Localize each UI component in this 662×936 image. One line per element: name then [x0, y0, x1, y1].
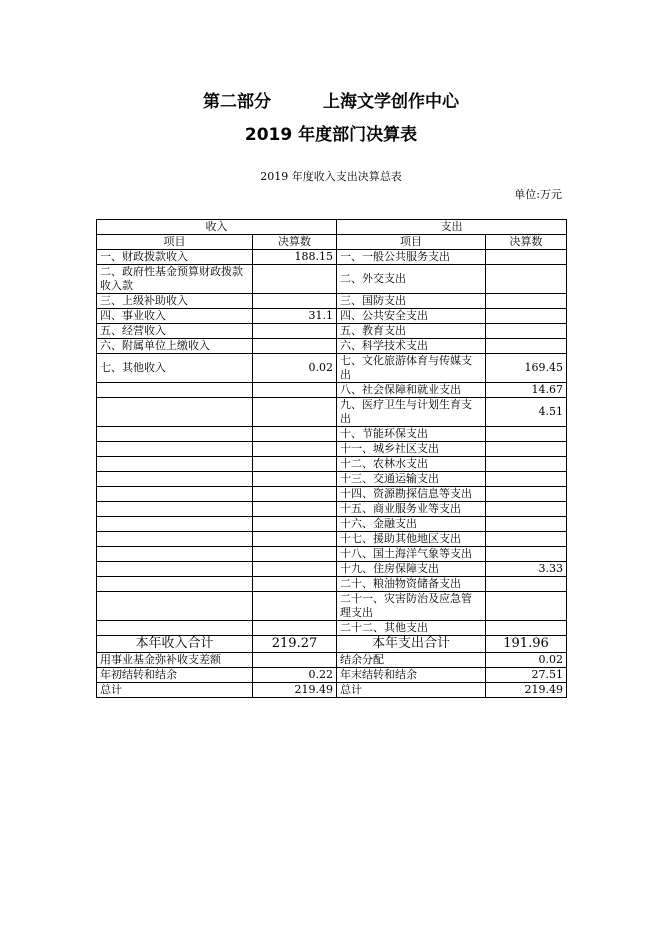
- table-row: [97, 442, 567, 457]
- table-title: 2019 年度收入支出决算总表: [260, 170, 402, 183]
- income-amount-cell: 0.02: [253, 354, 337, 383]
- table-row: [97, 398, 567, 427]
- income-amount-cell: [253, 562, 337, 577]
- expense-item-cell: 十六、金融支出: [337, 517, 486, 532]
- income-amount-cell: [253, 324, 337, 339]
- table-row: [97, 427, 567, 442]
- expense-amount-cell: [486, 427, 567, 442]
- expense-amount-header: 决算数: [486, 235, 567, 250]
- table-row: [97, 265, 567, 294]
- income-amount-cell: [253, 442, 337, 457]
- expense-amount-cell: 169.45: [486, 354, 567, 383]
- expense-item-cell: 五、教育支出: [337, 324, 486, 339]
- income-item-cell: [97, 487, 253, 502]
- income-amount-cell: [253, 294, 337, 309]
- table-row: [97, 621, 567, 636]
- income-amount-cell: 0.22: [253, 668, 337, 683]
- income-item-header: 项目: [97, 235, 253, 250]
- income-item-cell: 用事业基金弥补收支差额: [97, 653, 253, 668]
- income-item-cell: [97, 398, 253, 427]
- table-row: [97, 502, 567, 517]
- table-row: [97, 577, 567, 592]
- table-row: [97, 294, 567, 309]
- section-part-label: 第二部分: [203, 92, 271, 112]
- expense-total-label: 本年支出合计: [337, 636, 486, 653]
- table-row: [97, 250, 567, 265]
- expense-item-header: 项目: [337, 235, 486, 250]
- income-amount-cell: [253, 487, 337, 502]
- expense-amount-cell: [486, 547, 567, 562]
- expense-amount-cell: [486, 339, 567, 354]
- table-row: [97, 532, 567, 547]
- income-item-cell: [97, 457, 253, 472]
- expense-item-cell: 六、科学技术支出: [337, 339, 486, 354]
- table-group-header-row: [97, 220, 567, 235]
- table-row: [97, 309, 567, 324]
- totals-row: [97, 636, 567, 653]
- expense-item-cell: 一、一般公共服务支出: [337, 250, 486, 265]
- income-amount-cell: 31.1: [253, 309, 337, 324]
- income-item-cell: 七、其他收入: [97, 354, 253, 383]
- table-row: [97, 383, 567, 398]
- expense-group-header: 支出: [337, 220, 567, 235]
- expense-item-cell: 十四、资源勘探信息等支出: [337, 487, 486, 502]
- expense-amount-cell: 4.51: [486, 398, 567, 427]
- income-amount-cell: [253, 592, 337, 621]
- income-amount-cell: [253, 621, 337, 636]
- expense-amount-cell: [486, 592, 567, 621]
- table-row: [97, 592, 567, 621]
- income-item-cell: 三、上级补助收入: [97, 294, 253, 309]
- expense-amount-cell: 27.51: [486, 668, 567, 683]
- budget-table-body: [97, 220, 567, 698]
- expense-item-cell: 年末结转和结余: [337, 668, 486, 683]
- income-amount-cell: 188.15: [253, 250, 337, 265]
- expense-amount-cell: [486, 502, 567, 517]
- income-item-cell: [97, 427, 253, 442]
- expense-amount-cell: [486, 265, 567, 294]
- expense-item-cell: 十、节能环保支出: [337, 427, 486, 442]
- expense-item-cell: 三、国防支出: [337, 294, 486, 309]
- expense-amount-cell: 3.33: [486, 562, 567, 577]
- organization-name: 上海文学创作中心: [323, 92, 459, 112]
- expense-total-value: 191.96: [486, 636, 567, 653]
- table-row: [97, 487, 567, 502]
- income-group-header: 收入: [97, 220, 337, 235]
- expense-item-cell: 结余分配: [337, 653, 486, 668]
- expense-item-cell: 十九、住房保障支出: [337, 562, 486, 577]
- expense-amount-cell: [486, 324, 567, 339]
- income-item-cell: 五、经营收入: [97, 324, 253, 339]
- income-total-label: 本年收入合计: [97, 636, 253, 653]
- footer-row: [97, 653, 567, 668]
- income-item-cell: 总计: [97, 683, 253, 698]
- expense-item-cell: 八、社会保障和就业支出: [337, 383, 486, 398]
- expense-item-cell: 总计: [337, 683, 486, 698]
- expense-item-cell: 十一、城乡社区支出: [337, 442, 486, 457]
- income-item-cell: 一、财政拨款收入: [97, 250, 253, 265]
- income-item-cell: 年初结转和结余: [97, 668, 253, 683]
- income-amount-cell: [253, 457, 337, 472]
- expense-item-cell: 二十二、其他支出: [337, 621, 486, 636]
- expense-amount-cell: 0.02: [486, 653, 567, 668]
- page-heading: [0, 87, 662, 112]
- expense-item-cell: 二十一、灾害防治及应急管理支出: [337, 592, 486, 621]
- income-amount-cell: [253, 472, 337, 487]
- expense-amount-cell: [486, 309, 567, 324]
- expense-amount-cell: [486, 294, 567, 309]
- income-amount-cell: [253, 502, 337, 517]
- table-row: [97, 457, 567, 472]
- expense-amount-cell: [486, 442, 567, 457]
- expense-item-cell: 十五、商业服务业等支出: [337, 502, 486, 517]
- income-amount-cell: [253, 427, 337, 442]
- footer-row: [97, 668, 567, 683]
- income-amount-cell: [253, 577, 337, 592]
- income-total-value: 219.27: [253, 636, 337, 653]
- expense-item-cell: 十三、交通运输支出: [337, 472, 486, 487]
- table-row: [97, 517, 567, 532]
- income-item-cell: [97, 517, 253, 532]
- page-subtitle: 2019 年度部门决算表: [244, 125, 418, 145]
- income-item-cell: [97, 532, 253, 547]
- income-amount-cell: [253, 339, 337, 354]
- table-column-header-row: [97, 235, 567, 250]
- budget-table: [96, 219, 567, 698]
- expense-amount-cell: [486, 457, 567, 472]
- expense-amount-cell: [486, 250, 567, 265]
- income-item-cell: [97, 577, 253, 592]
- expense-item-cell: 九、医疗卫生与计划生育支出: [337, 398, 486, 427]
- table-row: [97, 472, 567, 487]
- income-item-cell: [97, 621, 253, 636]
- income-item-cell: [97, 472, 253, 487]
- expense-item-cell: 十二、农林水支出: [337, 457, 486, 472]
- table-row: [97, 354, 567, 383]
- income-item-cell: 四、事业收入: [97, 309, 253, 324]
- income-amount-cell: [253, 517, 337, 532]
- expense-amount-cell: [486, 577, 567, 592]
- income-amount-cell: [253, 398, 337, 427]
- income-amount-header: 决算数: [253, 235, 337, 250]
- expense-amount-cell: [486, 517, 567, 532]
- income-amount-cell: [253, 383, 337, 398]
- income-amount-cell: [253, 653, 337, 668]
- expense-item-cell: 七、文化旅游体育与传媒支出: [337, 354, 486, 383]
- table-row: [97, 562, 567, 577]
- expense-item-cell: 四、公共安全支出: [337, 309, 486, 324]
- income-amount-cell: [253, 547, 337, 562]
- expense-amount-cell: [486, 621, 567, 636]
- expense-amount-cell: 14.67: [486, 383, 567, 398]
- income-item-cell: [97, 383, 253, 398]
- income-item-cell: 二、政府性基金预算财政拨款收入款: [97, 265, 253, 294]
- income-item-cell: [97, 442, 253, 457]
- expense-item-cell: 二、外交支出: [337, 265, 486, 294]
- income-item-cell: [97, 502, 253, 517]
- income-item-cell: [97, 592, 253, 621]
- expense-amount-cell: [486, 487, 567, 502]
- income-item-cell: [97, 562, 253, 577]
- table-row: [97, 339, 567, 354]
- expense-item-cell: 二十、粮油物资储备支出: [337, 577, 486, 592]
- income-item-cell: [97, 547, 253, 562]
- income-amount-cell: [253, 532, 337, 547]
- expense-amount-cell: [486, 472, 567, 487]
- income-item-cell: 六、附属单位上缴收入: [97, 339, 253, 354]
- table-row: [97, 547, 567, 562]
- unit-label: 单位:万元: [514, 188, 562, 201]
- expense-item-cell: 十七、援助其他地区支出: [337, 532, 486, 547]
- expense-amount-cell: 219.49: [486, 683, 567, 698]
- income-amount-cell: 219.49: [253, 683, 337, 698]
- income-amount-cell: [253, 265, 337, 294]
- footer-row: [97, 683, 567, 698]
- expense-item-cell: 十八、国土海洋气象等支出: [337, 547, 486, 562]
- table-row: [97, 324, 567, 339]
- expense-amount-cell: [486, 532, 567, 547]
